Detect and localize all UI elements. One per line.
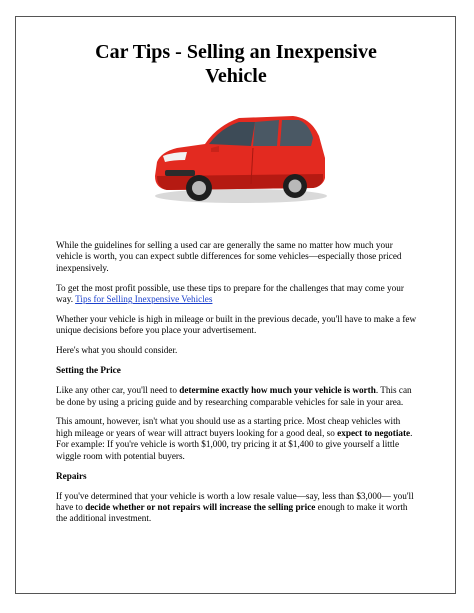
document-title [0,40,472,88]
bold-text: decide whether or not repairs will increase the selling price [85,501,316,512]
text-span: enough to make it worth the additional investment. [56,501,408,524]
red-hatchback-car-icon [143,110,331,208]
bold-text: determine exactly how much your vehicle is worth [179,385,376,396]
text-span: . This can be done by using a pricing guide and by researching comparable vehicles for sale in your area. [56,385,412,407]
title-line-2: Vehicle [205,65,267,87]
heading-repairs: Repairs [56,470,87,481]
article-body [56,240,418,533]
tips-link[interactable]: Tips for Selling Inexpensive Vehicles [75,294,213,305]
heading-setting-price: Setting the Price [56,365,121,376]
paragraph-price-1 [56,385,418,408]
paragraph-tips [56,283,418,306]
car-image [143,110,331,208]
title-line-1: Car Tips - Selling an Inexpensive [95,41,377,63]
text-span: If you've determined that your vehicle is worth a low resale value—say, less than $3,000— you'll have to [56,490,414,512]
text-span: This amount, however, isn't what you should use as a starting price. Most cheap vehicles with high mileage or years of wear will attract buyers looking for a good deal, so [56,416,401,438]
paragraph-price-2 [56,416,418,462]
paragraph-repairs [56,491,418,525]
text-span: . For example: If you're vehicle is worth $1,000, try pricing it at $1,400 to give yourself a little wiggle room with potential buyers. [56,427,413,461]
paragraph-mileage: Whether your vehicle is high in mileage or built in the previous decade, you'll have to make a few unique decisions before you place your advertisement. [56,314,417,336]
paragraph-intro: While the guidelines for selling a used car are generally the same no matter how much your vehicle is worth, you can expect subtle differences for some vehicles—especially those priced inexpensively. [56,240,402,273]
paragraph-tips-text: To get the most profit possible, use these tips to prepare for the challenges that may come your way. [56,282,404,305]
paragraph-consider: Here's what you should consider. [56,345,178,356]
text-span: Like any other car, you'll need to [56,385,180,396]
bold-text: expect to negotiate [337,427,411,438]
